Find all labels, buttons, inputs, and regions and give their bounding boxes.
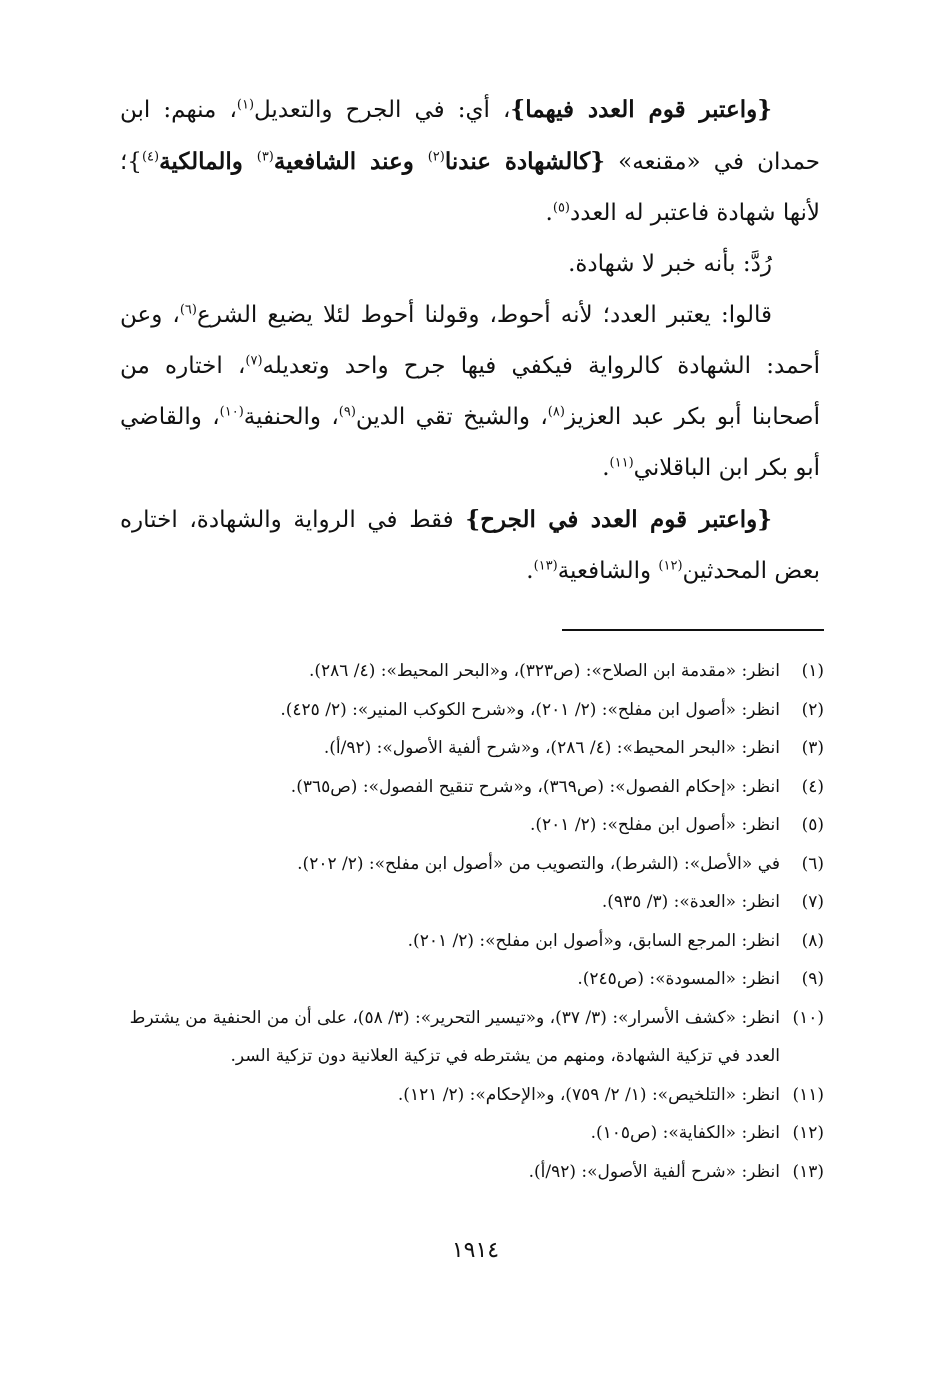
- footnote-item: [124, 845, 824, 884]
- footnote-item: [124, 883, 824, 922]
- footnote-ref: (٤): [141, 149, 160, 165]
- footnote-text: انظر: «التلخيص»: (١/ ٢/ ٧٥٩)، و«الإحكام»: (٢/ ١٢١).: [397, 1084, 780, 1105]
- paragraph-3: [120, 290, 820, 494]
- footnote-text: انظر: «إحكام الفصول»: (ص٣٦٩)، و«شرح تنقيح الفصول»: (ص٣٦٥).: [290, 776, 780, 797]
- footnote-ref: (٣): [256, 149, 274, 165]
- footnote-item: [124, 768, 824, 807]
- footnote-number: (٦): [801, 853, 824, 874]
- footnote-number: (٣): [801, 738, 824, 758]
- footnote-text: انظر: «شرح ألفية الأصول»: (٩٢/أ).: [528, 1161, 780, 1182]
- footnote-item: [124, 729, 824, 768]
- text-run: ، اختاره من أصحابنا أبو بكر عبد العزيز: [120, 353, 820, 430]
- footnote-text: في «الأصل»: (الشرط)، والتصويب من «أصول ابن مفلح»: (٢/ ٢٠٢).: [297, 853, 780, 874]
- text-run: .: [526, 558, 534, 584]
- text-run: ، والشيخ تقي الدين: [355, 404, 548, 430]
- text-run: قالوا: يعتبر العدد؛ لأنه أحوط، وقولنا أحوط لئلا يضيع الشرع: [196, 302, 772, 328]
- footnote-item: [124, 652, 824, 691]
- quoted-phrase: وعند الشافعية: [273, 148, 428, 175]
- quoted-phrase: والمالكية: [159, 148, 257, 175]
- text-run: ، والقاضي أبو بكر ابن الباقلاني: [120, 404, 820, 481]
- footnote-text: انظر: «الكفاية»: (ص١٠٥).: [590, 1123, 780, 1143]
- footnote-number: (٥): [801, 815, 824, 835]
- footnote-ref: (١١): [609, 455, 634, 471]
- footnote-number: (٤): [801, 776, 824, 797]
- footnote-text: انظر: «مقدمة ابن الصلاح»: (ص٣٢٣)، و«البحر المحيط»: (٤/ ٢٨٦).: [308, 661, 780, 681]
- footnote-item: [124, 691, 824, 730]
- footnote-item: [124, 1076, 824, 1115]
- footnote-ref: (١): [236, 97, 255, 113]
- quoted-phrase: {واعتبر قوم العدد في الجرح}: [465, 506, 773, 533]
- footnote-text: انظر: «المسودة»: (ص٢٤٥).: [577, 969, 780, 989]
- footnote-item: [124, 960, 824, 999]
- text-run: رُدَّ: بأنه خبر لا شهادة.: [568, 251, 772, 277]
- footnote-text: انظر: «البحر المحيط»: (٤/ ٢٨٦)، و«شرح ألفية الأصول»: (٩٢/أ).: [323, 738, 780, 758]
- quoted-phrase: {واعتبر قوم العدد فيهما}: [510, 96, 772, 123]
- paragraph-2: [120, 239, 820, 290]
- text-run: .: [602, 455, 610, 481]
- footnote-ref: (٥): [552, 200, 570, 216]
- footnote-text: انظر: «كشف الأسرار»: (٣/ ٣٧)، و«تيسير التحرير»: (٣/ ٥٨)، على أن من الحنفية من يشترط العدد في تزكية الشهادة، ومنهم من يشترطه في تزكية العلانية دون تزكية السر.: [129, 1007, 780, 1066]
- footnote-ref: (١٣): [533, 558, 558, 574]
- footnote-item: [124, 1153, 824, 1192]
- footnote-number: (١٠): [792, 1007, 824, 1028]
- text-run: ، منهم: ابن حمدان في «مقنعه»: [120, 97, 820, 175]
- footnote-item: [124, 922, 824, 961]
- text-run: ، أي: في الجرح والتعديل: [254, 97, 511, 123]
- footnote-text: انظر: «أصول ابن مفلح»: (٢/ ٢٠١)، و«شرح الكوكب المنير»: (٢/ ٤٢٥).: [280, 699, 780, 720]
- footnote-number: (٢): [801, 699, 824, 720]
- paragraph-4: [120, 494, 820, 597]
- footnotes: [124, 652, 824, 1191]
- footnote-item: [124, 806, 824, 845]
- footnote-number: (١٢): [792, 1123, 824, 1143]
- main-text: [120, 84, 820, 597]
- footnote-text: انظر: «أصول ابن مفلح»: (٢/ ٢٠١).: [529, 815, 780, 835]
- footnote-number: (٩): [801, 969, 824, 989]
- text-run: فقط في الرواية والشهادة، اختاره بعض المحدثين: [120, 507, 820, 584]
- paragraph-1: [120, 84, 820, 239]
- footnote-number: (١١): [792, 1084, 824, 1105]
- footnote-item: [124, 1114, 824, 1153]
- footnote-text: انظر: «العدة»: (٣/ ٩٣٥).: [601, 892, 780, 912]
- footnote-number: (١٣): [792, 1161, 824, 1182]
- footnote-ref: (٢): [427, 149, 445, 165]
- footnote-ref: (١٢): [658, 558, 683, 574]
- footnote-ref: (١٠): [219, 404, 244, 420]
- footnote-item: [124, 999, 824, 1076]
- page-number: ١٩١٤: [451, 1238, 500, 1263]
- text-run: ، وعن أحمد: الشهادة كالرواية فيكفي فيها جرح واحد وتعديله: [120, 302, 820, 379]
- footnote-text: انظر: المرجع السابق، و«أصول ابن مفلح»: (٢/ ٢٠١).: [407, 930, 780, 951]
- footnote-number: (٨): [801, 930, 824, 951]
- text-run: .: [545, 200, 553, 226]
- footnote-number: (٧): [801, 892, 824, 912]
- text-run: }؛ لأنها شهادة فاعتبر له العدد: [120, 149, 820, 226]
- text-run: والشافعية: [557, 558, 659, 584]
- footnote-ref: (٨): [547, 404, 565, 420]
- footnote-ref: (٧): [245, 353, 263, 369]
- text-run: ، والحنفية: [243, 404, 339, 430]
- footnote-number: (١): [801, 661, 824, 681]
- quoted-phrase: {كالشهادة عندنا: [444, 148, 606, 175]
- footnote-ref: (٦): [179, 302, 197, 318]
- footnote-ref: (٩): [338, 404, 356, 420]
- footnote-divider: [562, 629, 824, 631]
